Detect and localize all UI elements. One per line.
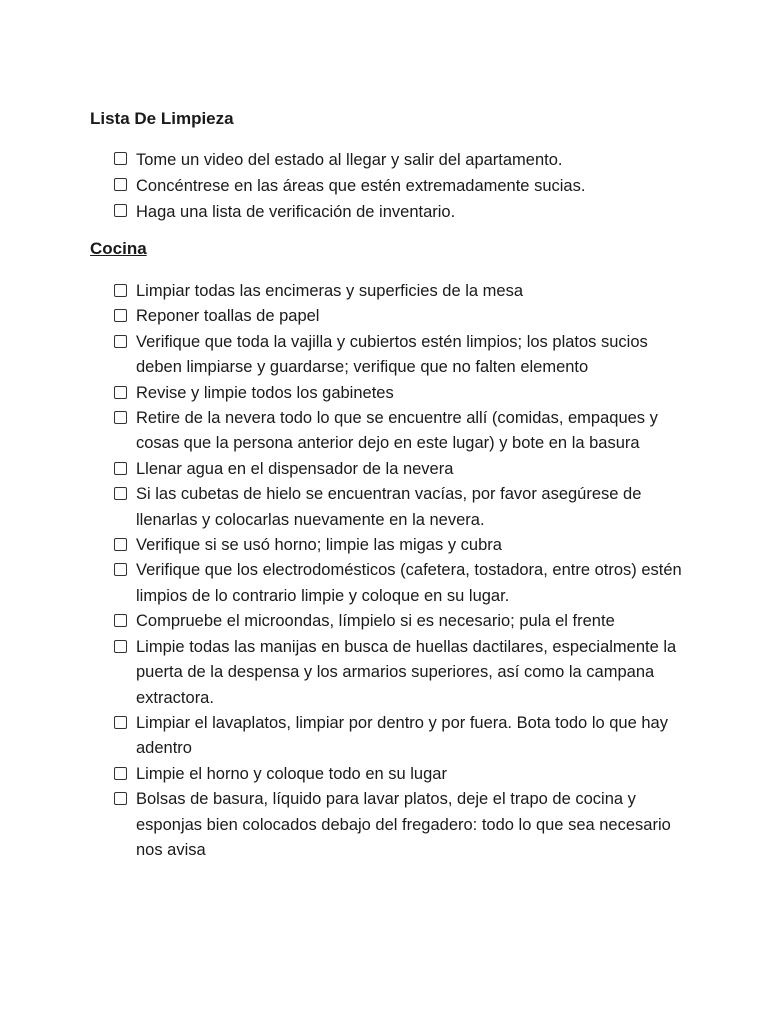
document-title: Lista De Limpieza	[90, 109, 234, 128]
checklist-item-text: Bolsas de basura, líquido para lavar platos, deje el trapo de cocina y esponjas bien colocados debajo del fregadero: todo lo que sea necesario nos avisa	[136, 790, 671, 859]
checkbox-icon[interactable]	[114, 309, 127, 322]
checkbox-icon[interactable]	[114, 614, 127, 627]
checklist-item-text: Limpiar todas las encimeras y superficies de la mesa	[136, 282, 524, 300]
checklist-item	[113, 711, 693, 762]
checkbox-icon[interactable]	[114, 767, 127, 780]
checklist-item	[113, 533, 693, 558]
checklist-item-text: Retire de la nevera todo lo que se encuentre allí (comidas, empaques y cosas que la persona anterior dejo en este lugar) y bote en la basura	[136, 409, 658, 453]
checkbox-icon[interactable]	[114, 335, 127, 348]
checklist-item-text: Compruebe el microondas, límpielo si es necesario; pula el frente	[136, 612, 615, 631]
checklist-item	[113, 147, 693, 173]
checklist-item	[113, 482, 693, 533]
checkbox-icon[interactable]	[114, 792, 127, 805]
checkbox-icon[interactable]	[114, 538, 127, 551]
checklist-item	[113, 787, 693, 863]
checklist-item	[113, 381, 693, 406]
checklist-item	[113, 558, 693, 609]
checklist-item-text: Tome un video del estado al llegar y salir del apartamento.	[136, 151, 563, 169]
checklist-item	[113, 173, 693, 199]
checklist-item-text: Limpiar el lavaplatos, limpiar por dentro y por fuera. Bota todo lo que hay adentro	[136, 713, 668, 758]
checklist-item	[113, 635, 693, 711]
checkbox-icon[interactable]	[114, 487, 127, 500]
checklist-item	[113, 762, 693, 787]
checklist-item-text: Revise y limpie todos los gabinetes	[136, 383, 394, 402]
checklist-item-text: Verifique que los electrodomésticos (cafetera, tostadora, entre otros) estén limpios de lo contrario limpie y coloque en su lugar.	[136, 561, 682, 605]
checkbox-icon[interactable]	[114, 716, 127, 729]
checkbox-icon[interactable]	[114, 152, 127, 165]
checklist-item-text: Llenar agua en el dispensador de la nevera	[136, 459, 454, 478]
checkbox-icon[interactable]	[114, 204, 127, 217]
checkbox-icon[interactable]	[114, 640, 127, 653]
checklist-item	[113, 457, 693, 482]
cocina-checklist	[113, 279, 693, 863]
checkbox-icon[interactable]	[114, 178, 127, 191]
checklist-item-text: Limpie todas las manijas en busca de huellas dactilares, especialmente la puerta de la despensa y los armarios superiores, así como la campana extractora.	[136, 637, 677, 707]
checklist-item-text: Verifique si se usó horno; limpie las migas y cubra	[136, 536, 502, 555]
checklist-item-text: Limpie el horno y coloque todo en su lugar	[136, 764, 447, 783]
checklist-item-text: Verifique que toda la vajilla y cubiertos estén limpios; los platos sucios deben limpiarse y guardarse; verifique que no falten elemento	[136, 332, 648, 377]
checklist-item	[113, 304, 693, 329]
checklist-item	[113, 279, 693, 304]
intro-checklist	[113, 147, 693, 225]
checklist-item-text: Reponer toallas de papel	[136, 307, 320, 326]
checkbox-icon[interactable]	[114, 563, 127, 576]
section-heading-cocina: Cocina	[90, 239, 147, 258]
checkbox-icon[interactable]	[114, 386, 127, 399]
checkbox-icon[interactable]	[114, 462, 127, 475]
checklist-item-text: Concéntrese en las áreas que estén extremadamente sucias.	[136, 177, 586, 195]
checkbox-icon[interactable]	[114, 411, 127, 424]
checklist-item-text: Si las cubetas de hielo se encuentran vacías, por favor asegúrese de llenarlas y colocarlas nuevamente en la nevera.	[136, 485, 642, 529]
checklist-item	[113, 609, 693, 634]
checklist-item-text: Haga una lista de verificación de inventario.	[136, 203, 456, 221]
checklist-item	[113, 330, 693, 381]
checklist-item	[113, 406, 693, 457]
checklist-item	[113, 199, 693, 225]
checkbox-icon[interactable]	[114, 284, 127, 297]
